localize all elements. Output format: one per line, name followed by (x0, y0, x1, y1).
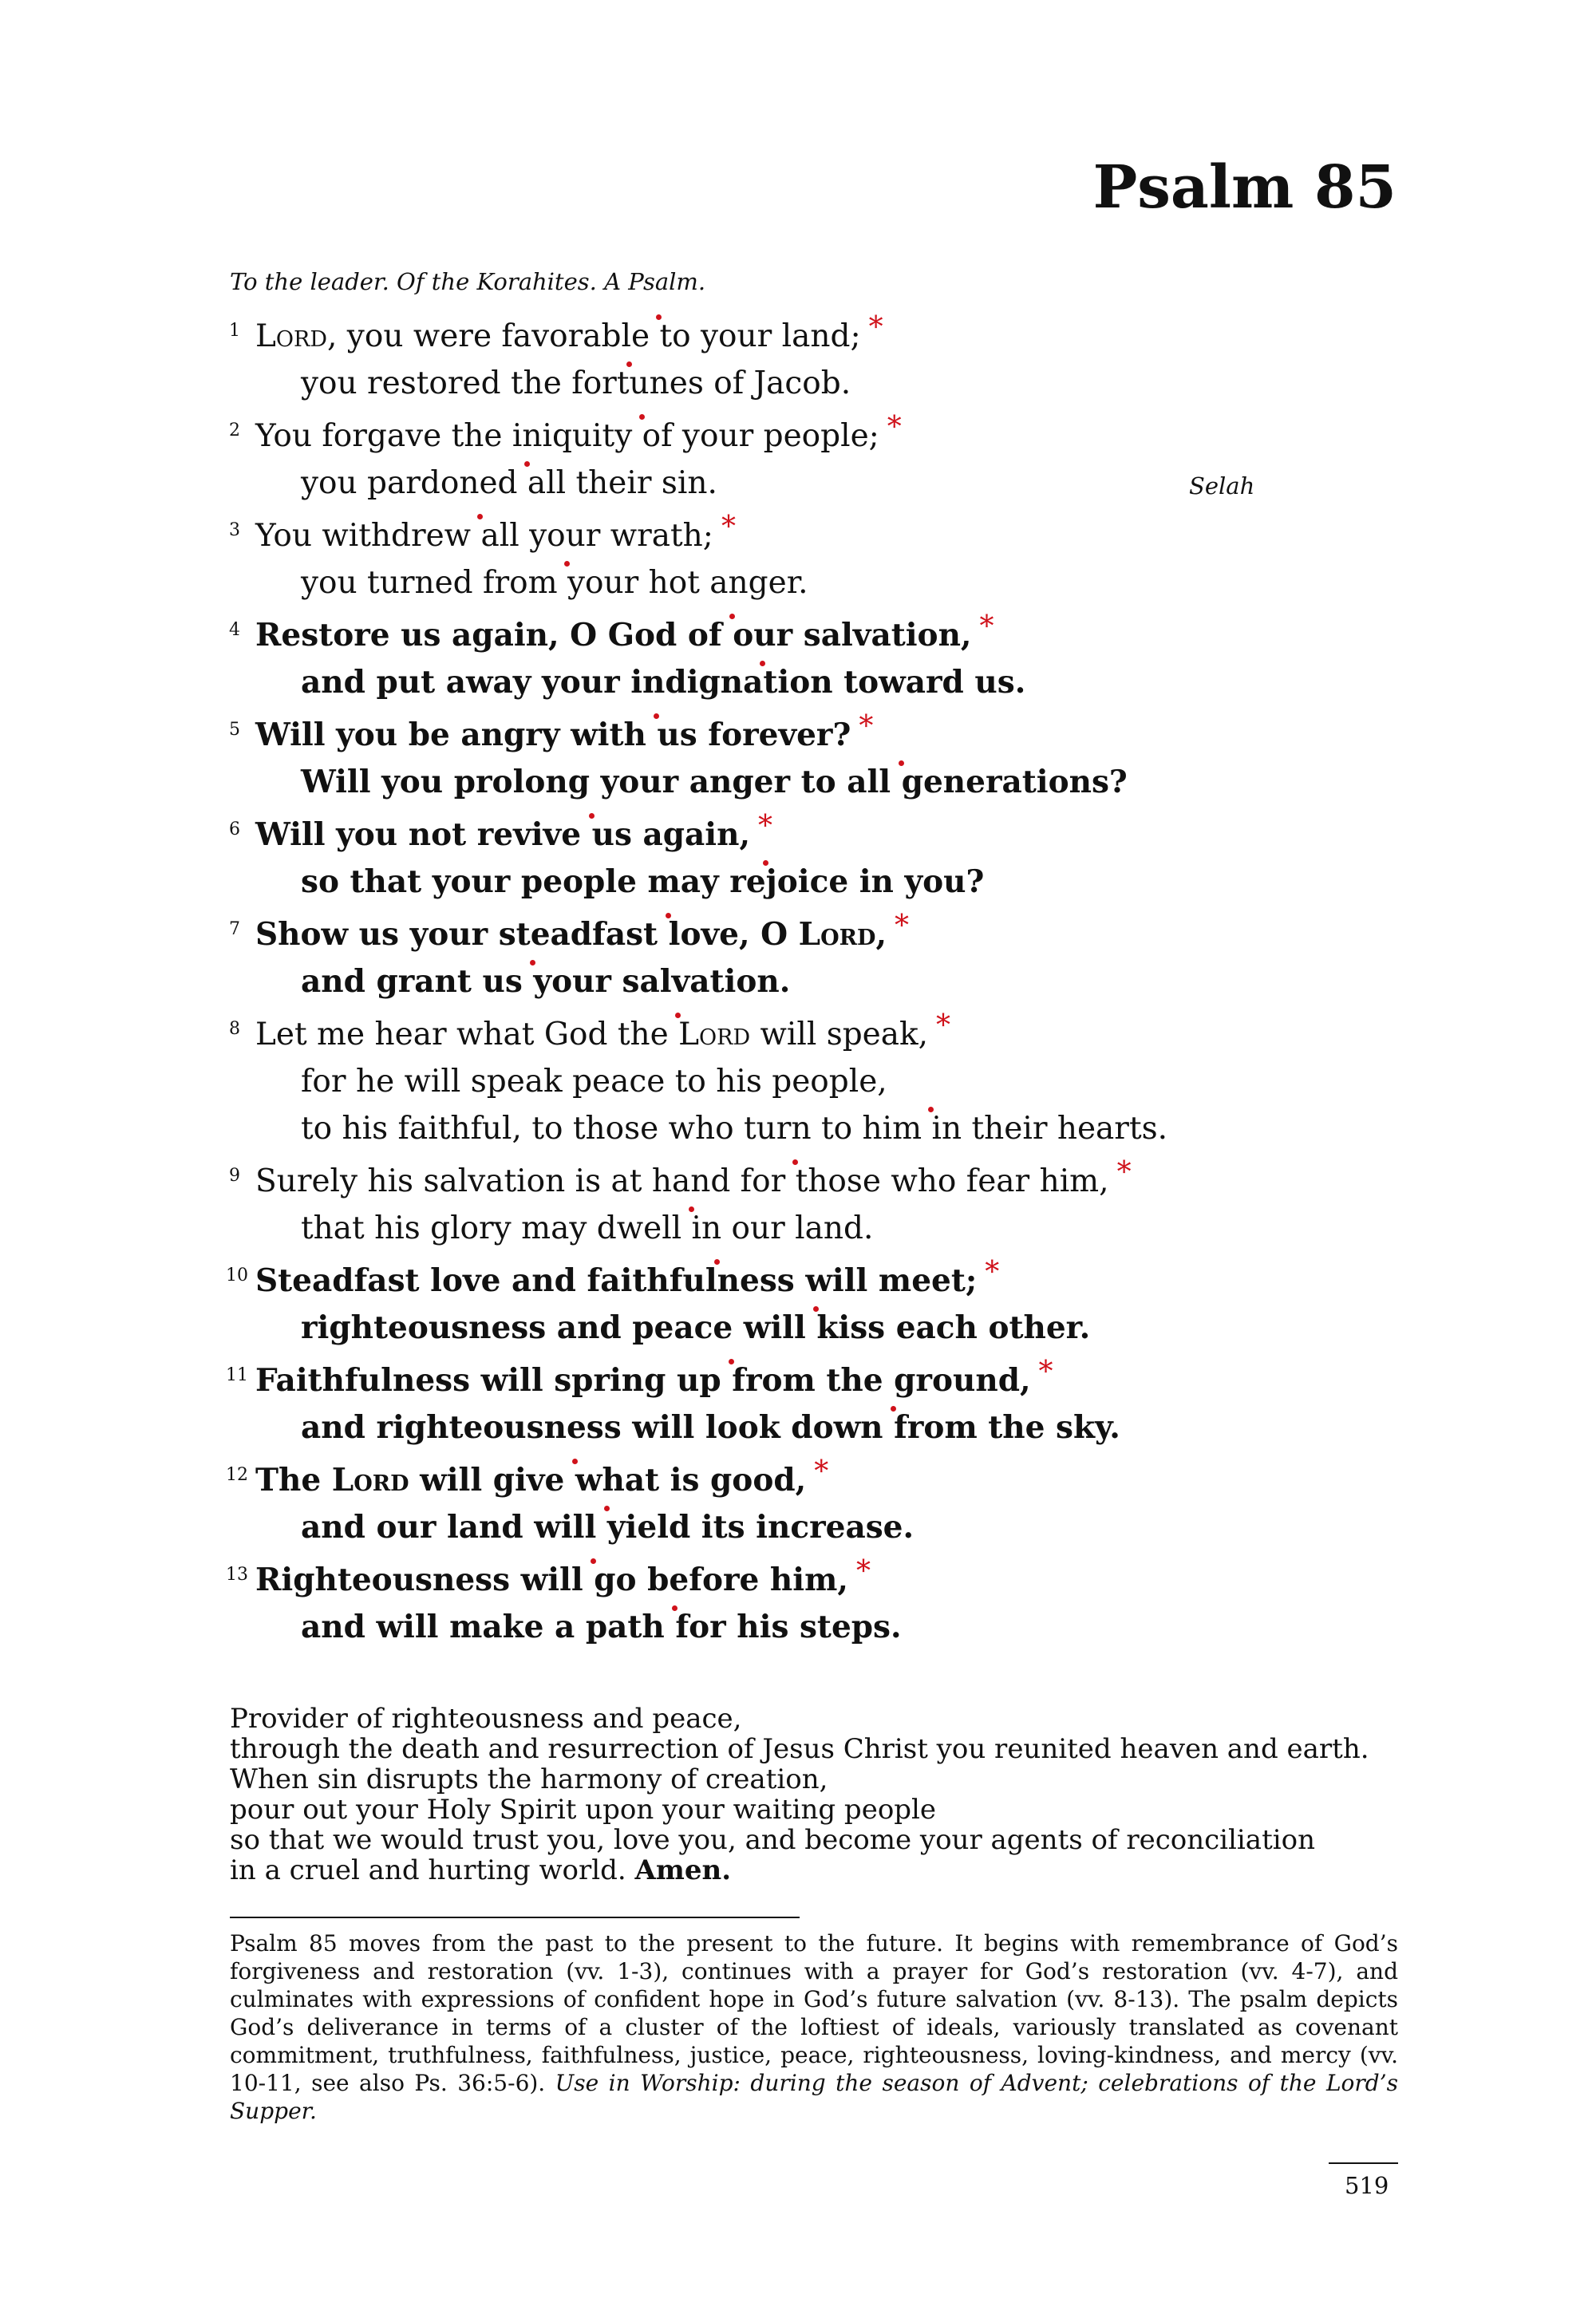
verse-5-line-b: Will you prolong your anger to all generations? (301, 764, 1128, 800)
verse-number: 9 (229, 1166, 240, 1186)
prayer-last-line (230, 1855, 1369, 1886)
verse-3-line-b: you turned from your hot anger. (301, 565, 808, 601)
verse-8-line-b: for he will speak peace to his people, (301, 1064, 887, 1100)
page-number: 519 (1345, 2172, 1389, 2199)
asterisk-mark: * (936, 1009, 951, 1042)
verse-13-line-a: Righteousness will go before him, * (255, 1555, 871, 1598)
verse-3-line-a: You withdrew all your wrath; * (255, 511, 736, 554)
prayer-line: When sin disrupts the harmony of creation, (230, 1763, 828, 1795)
verse-10-line-b: righteousness and peace will kiss each other. (301, 1309, 1091, 1346)
footnote-divider (230, 1917, 800, 1918)
verse-number: 6 (229, 819, 240, 839)
verse-4-line-a: Restore us again, O God of our salvation, * (255, 610, 994, 654)
verse-7-line-b: and grant us your salvation. (301, 963, 791, 1000)
asterisk-mark: * (1038, 1356, 1053, 1388)
asterisk-mark: * (1116, 1156, 1132, 1189)
asterisk-mark: * (868, 311, 883, 344)
asterisk-mark: * (887, 411, 902, 444)
prayer-line: Provider of righteousness and peace, (230, 1703, 742, 1735)
verse-number: 1 (229, 321, 240, 341)
verse-number: 3 (229, 520, 240, 540)
footnote (230, 1929, 1398, 2125)
asterisk-mark: * (859, 710, 874, 743)
verse-6-line-a: Will you not revive us again, * (255, 810, 773, 853)
verse-2-line-b: you pardoned all their sin. (301, 465, 717, 501)
footnote-text: Psalm 85 moves from the past to the present to the future. It begins with remembrance of God’s forgiveness and restoration (vv. 1-3), continues with a prayer for God’s restoration (vv. 4-7), and culminates with expressions of confident hope in God’s future salvation (vv. 8-13). The psalm depicts God’s deliverance in terms of a cluster of the loftiest of ideals, variously translated as covenant commitment, truthfulness, faithfulness, justice, peace, righteousness, loving-kindness, and mercy (vv. 10-11, see also Ps. 36:5-6). (230, 1930, 1398, 2096)
verse-number: 5 (229, 720, 240, 740)
verse-13-line-b: and will make a path for his steps. (301, 1609, 902, 1645)
verse-number: 4 (229, 620, 240, 640)
verse-9-line-a: Surely his salvation is at hand for those who fear him, * (255, 1156, 1132, 1199)
asterisk-mark: * (855, 1555, 871, 1588)
asterisk-mark: * (895, 910, 910, 942)
asterisk-mark: * (814, 1455, 829, 1488)
prayer-line: through the death and resurrection of Jesus Christ you reunited heaven and earth. (230, 1733, 1369, 1765)
verse-9-line-b: that his glory may dwell in our land. (301, 1210, 874, 1246)
prayer-line: in a cruel and hurting world. (230, 1854, 626, 1886)
verse-7-line-a: Show us your steadfast love, O Lord, * (255, 910, 910, 953)
verse-number: 13 (226, 1565, 248, 1585)
selah-mark: Selah (1189, 472, 1255, 500)
verse-number: 11 (226, 1365, 248, 1385)
verse-6-line-b: so that your people may rejoice in you? (301, 863, 985, 900)
asterisk-mark: * (758, 810, 773, 843)
prayer-line: so that we would trust you, love you, and become your agents of reconciliation (230, 1824, 1315, 1856)
verse-2-line-a: You forgave the iniquity of your people; * (255, 411, 902, 454)
verse-8-line-c: to his faithful, to those who turn to him in their hearts. (301, 1111, 1168, 1147)
verse-11-line-a: Faithfulness will spring up from the ground, * (255, 1356, 1053, 1399)
asterisk-mark: * (721, 511, 736, 543)
verse-number: 7 (229, 919, 240, 939)
prayer-line: pour out your Holy Spirit upon your waiting people (230, 1794, 937, 1826)
verse-1-line-a: Lord, you were favorable to your land; * (255, 311, 883, 354)
verse-8-line-a: Let me hear what God the Lord will speak, * (255, 1009, 951, 1052)
prayer-amen: Amen. (634, 1854, 732, 1886)
superscription: To the leader. Of the Korahites. A Psalm. (230, 268, 706, 295)
verse-number: 2 (229, 421, 240, 440)
verse-number: 10 (226, 1266, 248, 1285)
verse-5-line-a: Will you be angry with us forever? * (255, 710, 874, 753)
verse-11-line-b: and righteousness will look down from the sky. (301, 1409, 1120, 1446)
page-number-rule (1329, 2162, 1398, 2164)
verse-1-line-b: you restored the fortunes of Jacob. (301, 365, 851, 401)
asterisk-mark: * (979, 610, 994, 643)
asterisk-mark: * (985, 1256, 1000, 1289)
verse-12-line-b: and our land will yield its increase. (301, 1509, 915, 1546)
footnote-use-in-worship: Use in Worship: during the season of Advent; celebrations of the Lord’s Supper. (230, 2070, 1398, 2124)
verse-number: 8 (229, 1019, 240, 1039)
psalm-prayer (230, 1704, 1369, 1886)
verse-10-line-a: Steadfast love and faithfulness will meet; * (255, 1256, 1000, 1299)
page-title: Psalm 85 (1092, 153, 1396, 222)
verse-12-line-a: The Lord will give what is good, * (255, 1455, 829, 1499)
verse-number: 12 (226, 1465, 248, 1485)
verse-4-line-b: and put away your indignation toward us. (301, 664, 1026, 701)
